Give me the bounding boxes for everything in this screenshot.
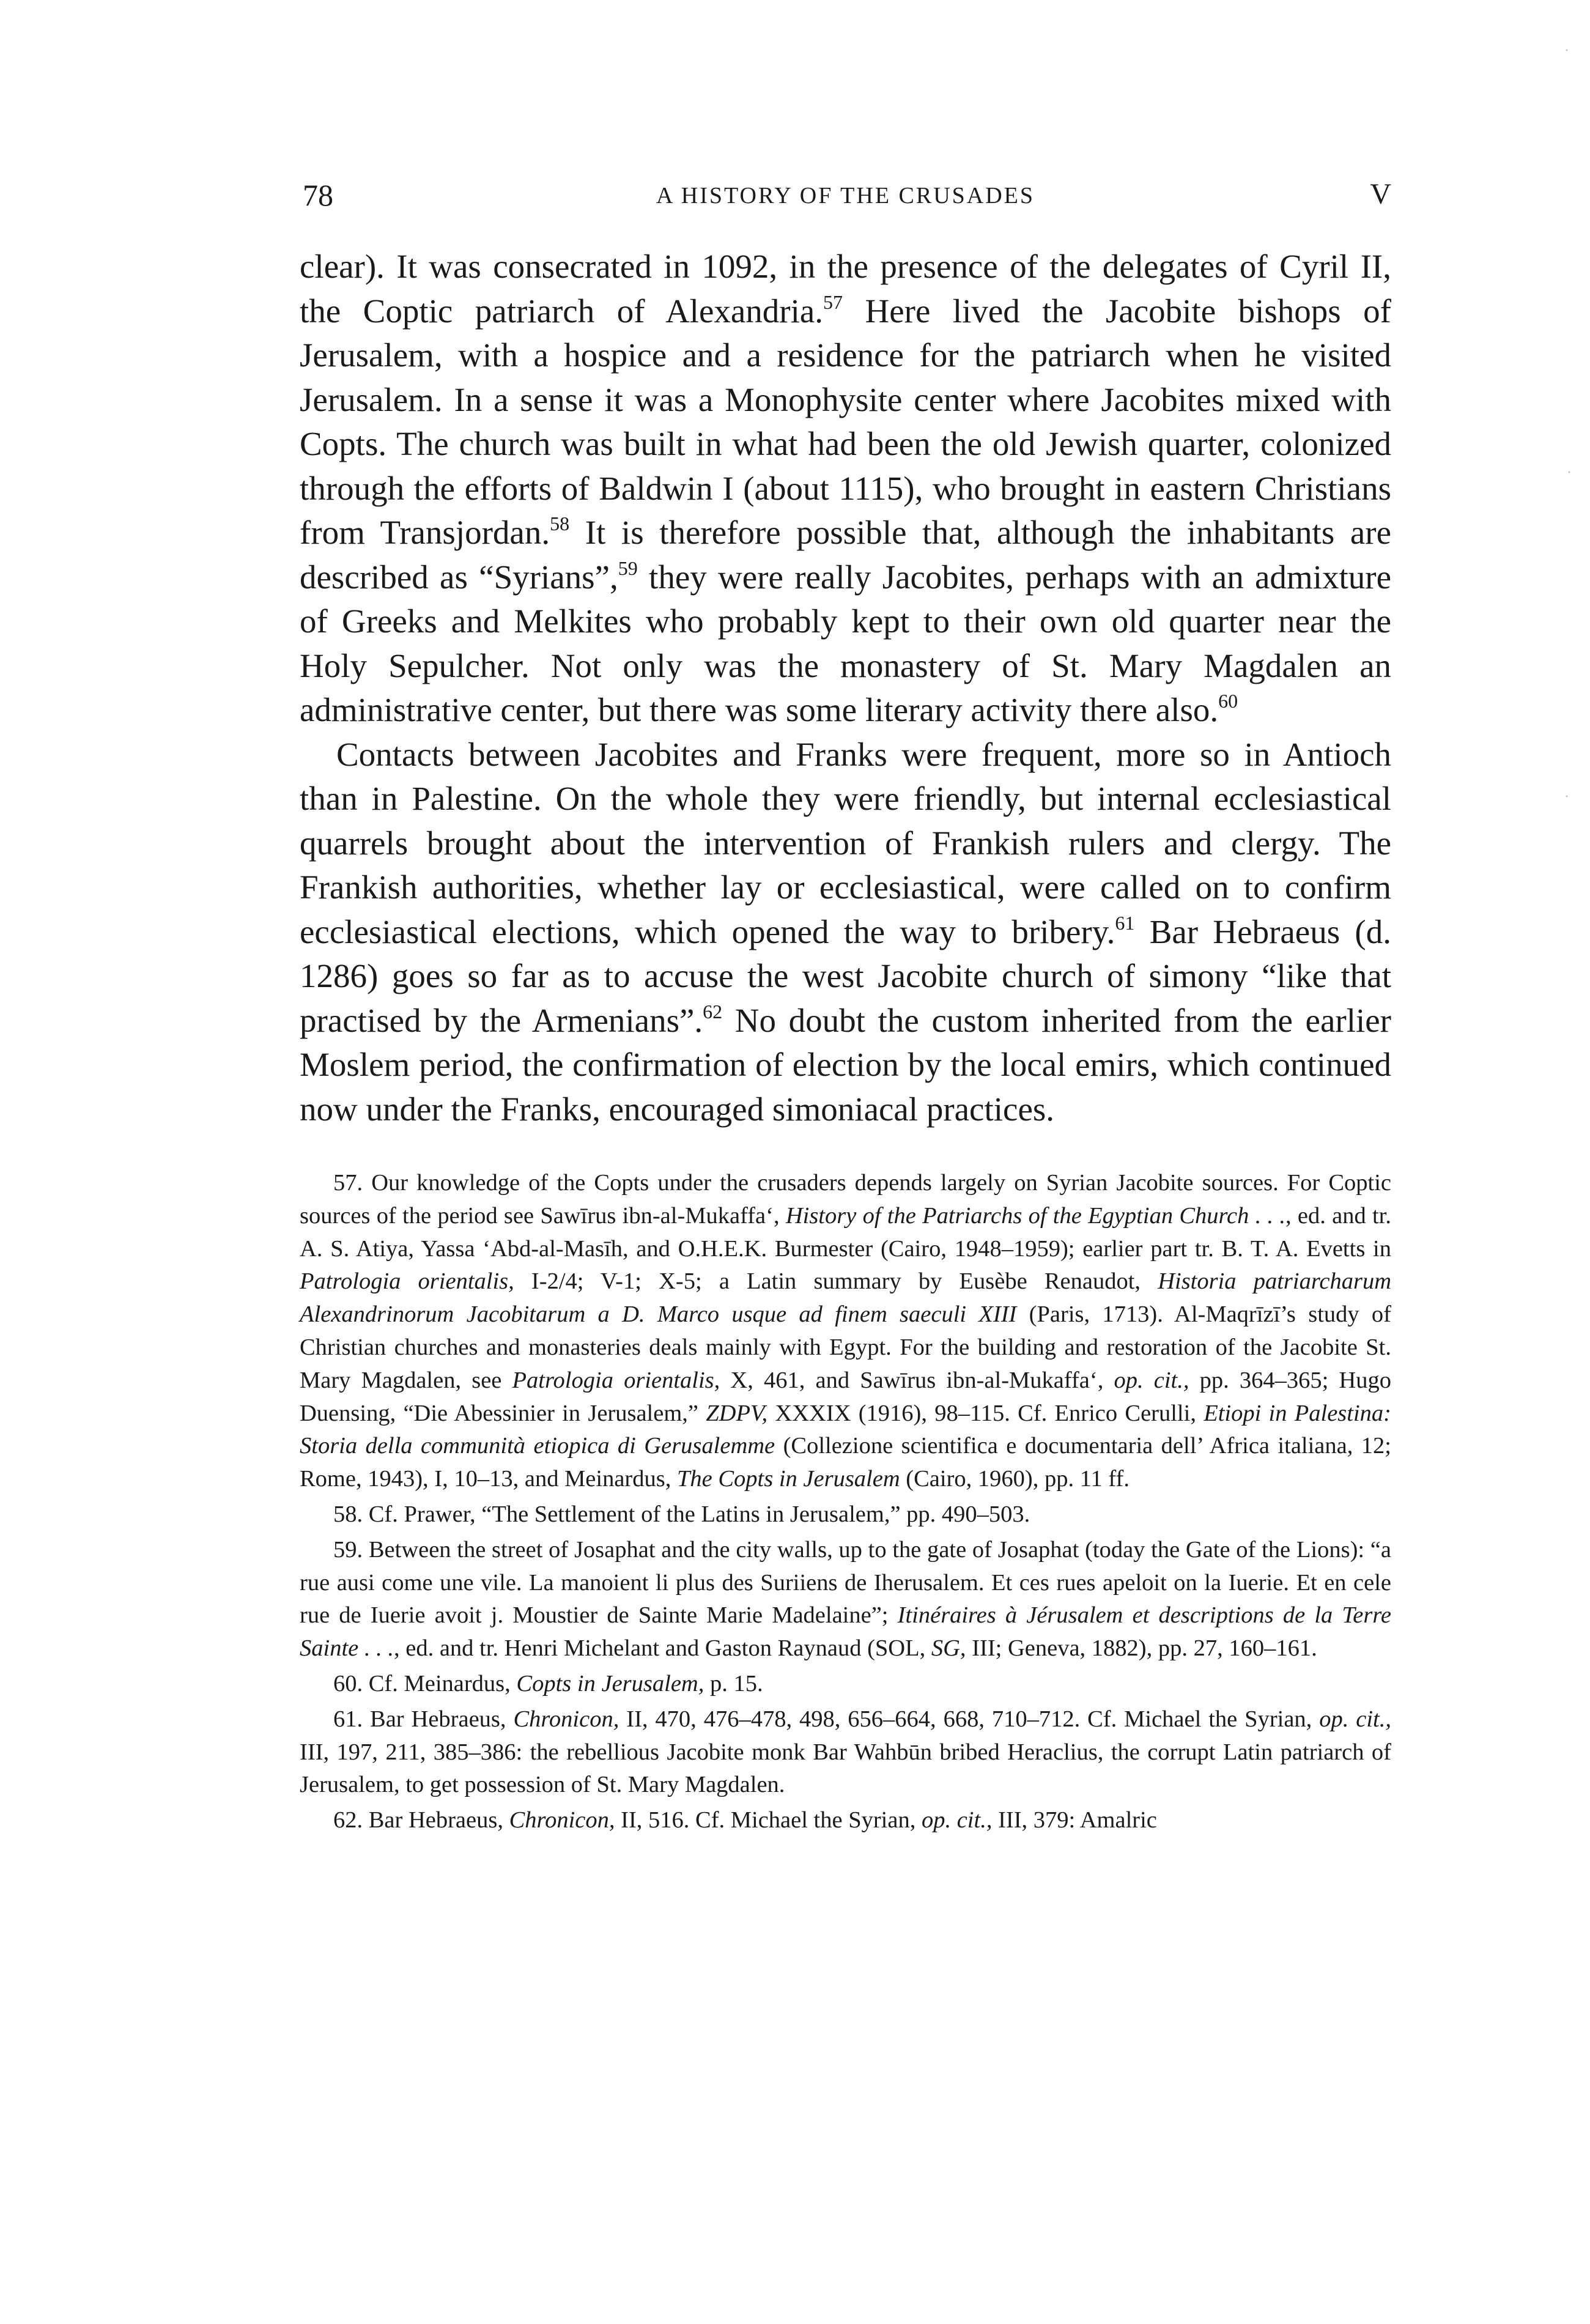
- italic-text: Patrologia orientalis,: [512, 1367, 720, 1393]
- text-run: clear). It was consecrated in 1092, in the presence of the delegates of Cyril II, the Coptic patriarch of Alexandria.: [300, 248, 1391, 330]
- footnotes: [300, 1167, 1391, 1837]
- book-page: [300, 177, 1391, 1840]
- text-run: III, 379: Amalric: [992, 1807, 1157, 1834]
- text-run: III, 197, 211, 385–386: the rebellious Jacobite monk Bar Wahbūn bribed Heraclius, the corrupt Latin patriarch of Jerusalem, to get possession of St. Mary Magdalen.: [300, 1739, 1391, 1798]
- text-run: , ed. and tr. A. S. Atiya, Yassa ‘Abd-al-Masīh, and O.H.E.K. Burmester (Cairo, 1948–1959); earlier part tr. B. T. A. Evetts in: [300, 1202, 1391, 1262]
- running-title: A HISTORY OF THE CRUSADES: [656, 183, 1035, 209]
- italic-text: Chronicon,: [513, 1706, 619, 1732]
- italic-text: Itinéraires à Jérusalem et descriptions de la Terre Sainte . . .: [300, 1602, 1392, 1662]
- text-run: X, 461, and Sawīrus ibn-al-Mukaffa‘,: [720, 1367, 1114, 1393]
- footnote: [300, 1167, 1391, 1496]
- footnote: [300, 1498, 1391, 1531]
- italic-text: History of the Patriarchs of the Egyptian Church . . .: [785, 1202, 1286, 1229]
- text-run: pp. 364–365; Hugo Duensing, “Die Abessinier in Jerusalem,”: [300, 1367, 1392, 1426]
- italic-text: op. cit.,: [921, 1807, 993, 1834]
- footnote-reference: 62: [703, 1000, 723, 1023]
- paragraph: [300, 733, 1391, 1132]
- margin-speck: ·: [1567, 465, 1572, 481]
- italic-text: SG,: [931, 1635, 966, 1662]
- text-run: p. 15.: [704, 1670, 763, 1697]
- italic-text: Historia patriarcharum Alexandrinorum Jacobitarum a D. Marco usque ad finem saeculi XIII: [300, 1268, 1391, 1328]
- italic-text: ZDPV,: [706, 1400, 768, 1426]
- italic-text: The Copts in Jerusalem: [676, 1466, 900, 1492]
- running-header: [300, 177, 1391, 220]
- italic-text: op. cit.,: [1319, 1706, 1391, 1732]
- text-run: II, 470, 476–478, 498, 656–664, 668, 710–712. Cf. Michael the Syrian,: [619, 1706, 1320, 1732]
- text-run: XXXIX (1916), 98–115. Cf. Enrico Cerulli,: [767, 1400, 1204, 1426]
- text-run: 59. Between the street of Josaphat and the city walls, up to the gate of Josaphat (today the Gate of the Lions): “a rue ausi come une vile. La manoient li plus des Suriiens de Iherusalem. Et ces rues apeloit on la Iuerie. Et en cele rue de Iuerie avoit j. Moustier de Sainte Marie Madelaine”;: [300, 1536, 1391, 1629]
- text-run: 58. Cf. Prawer, “The Settlement of the Latins in Jerusalem,” pp. 490–503.: [333, 1501, 1030, 1527]
- text-run: (Paris, 1713). Al-Maqrīzī’s study of Christian churches and monasteries deals mainly with Egypt. For the building and restoration of the Jacobite St. Mary Magdalen, see: [300, 1301, 1391, 1393]
- text-run: It is therefore possible that, although the inhabitants are described as “Syrians”,: [300, 514, 1391, 596]
- italic-text: Etiopi in Palestina: Storia della communità etiopica di Gerusalemme: [300, 1400, 1391, 1459]
- text-run: Contacts between Jacobites and Franks were frequent, more so in Antioch than in Palestine. On the whole they were friendly, but internal ecclesiastical quarrels brought about the intervention of Frankish rulers and clergy. The Frankish authorities, whether lay or ecclesiastical, were called on to confirm ecclesiastical elections, which opened the way to bribery.: [300, 735, 1391, 950]
- text-run: 62. Bar Hebraeus,: [333, 1807, 509, 1834]
- footnote-reference: 59: [618, 557, 638, 579]
- footnote: [300, 1668, 1391, 1701]
- text-run: 57. Our knowledge of the Copts under the crusaders depends largely on Syrian Jacobite sources. For Coptic sources of the period see Sawīrus ibn-al-Mukaffa‘,: [300, 1170, 1391, 1229]
- footnote-reference: 60: [1218, 690, 1238, 712]
- italic-text: op. cit.,: [1114, 1367, 1189, 1393]
- chapter-number: V: [1370, 178, 1391, 210]
- margin-speck: ·: [1564, 789, 1569, 805]
- text-run: I-2/4; V-1; X-5; a Latin summary by Eusèbe Renaudot,: [514, 1268, 1158, 1295]
- page-number: 78: [303, 178, 333, 212]
- footnote: [300, 1703, 1391, 1802]
- text-run: III; Geneva, 1882), pp. 27, 160–161.: [966, 1635, 1317, 1662]
- text-run: , ed. and tr. Henri Michelant and Gaston Raynaud (SOL,: [393, 1635, 931, 1662]
- footnote-reference: 58: [550, 513, 570, 535]
- text-run: (Collezione scientifica e documentaria dell’ Africa italiana, 12; Rome, 1943), I, 10–13, and Meinardus,: [300, 1433, 1391, 1492]
- italic-text: Patrologia orientalis,: [300, 1268, 514, 1295]
- text-run: 61. Bar Hebraeus,: [333, 1706, 514, 1732]
- text-run: Here lived the Jacobite bishops of Jerusalem, with a hospice and a residence for the patriarch when he visited Jerusalem. In a sense it was a Monophysite center where Jacobites mixed with Copts. The church was built in what had been the old Jewish quarter, colonized through the efforts of Baldwin I (about 1115), who brought in eastern Christians from Transjordan.: [300, 292, 1391, 551]
- text-run: they were really Jacobites, perhaps with an admixture of Greeks and Melkites who probably kept to their own old quarter near the Holy Sepulcher. Not only was the monastery of St. Mary Magdalen an administrative center, but there was some literary activity there also.: [300, 558, 1391, 728]
- paragraph: [300, 245, 1391, 733]
- text-run: 60. Cf. Meinardus,: [333, 1670, 517, 1697]
- italic-text: Chronicon,: [509, 1807, 615, 1834]
- margin-speck: ·: [1564, 43, 1569, 59]
- footnote: [300, 1534, 1391, 1665]
- footnote-reference: 57: [823, 290, 843, 313]
- text-run: (Cairo, 1960), pp. 11 ff.: [900, 1466, 1130, 1492]
- italic-text: Copts in Jerusalem,: [516, 1670, 704, 1697]
- text-run: No doubt the custom inherited from the earlier Moslem period, the confirmation of election by the local emirs, which continued now under the Franks, encouraged simoniacal practices.: [300, 1001, 1391, 1128]
- main-text: [300, 245, 1391, 1131]
- footnote: [300, 1804, 1391, 1837]
- text-run: II, 516. Cf. Michael the Syrian,: [615, 1807, 922, 1834]
- footnote-reference: 61: [1115, 911, 1135, 934]
- text-run: Bar Hebraeus (d. 1286) goes so far as to accuse the west Jacobite church of simony “like that practised by the Armenians”.: [300, 912, 1391, 1039]
